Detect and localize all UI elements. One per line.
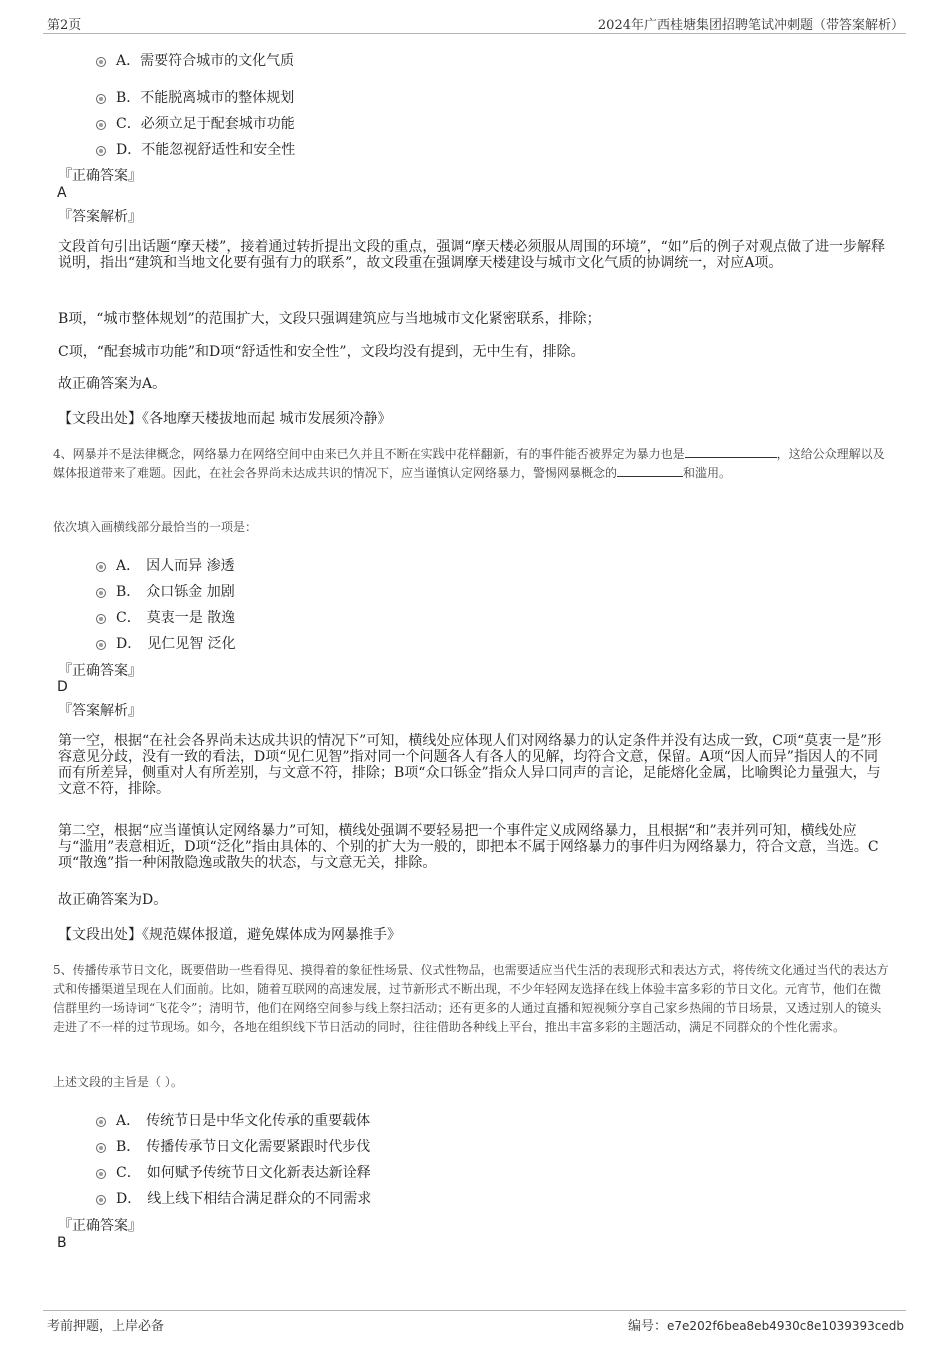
source-citation: 【文段出处】《各地摩天楼拔地而起 城市发展须冷静》: [58, 411, 392, 427]
footer-divider: [43, 1310, 906, 1311]
option-c-radio[interactable]: [96, 614, 106, 624]
footer-slogan: 考前押题，上岸必备: [47, 1319, 165, 1334]
source-citation: 【文段出处】《规范媒体报道，避免媒体成为网暴推手》: [58, 927, 401, 943]
answer-value: D: [57, 679, 68, 695]
q3-option-a: A．需要符合城市的文化气质: [116, 53, 295, 69]
answer-label: 『正确答案』: [58, 168, 142, 184]
answer-value: A: [57, 185, 67, 201]
q5-option-a: A． 传统节日是中华文化传承的重要载体: [116, 1113, 371, 1129]
analysis-paragraph: C项，“配套城市功能”和D项“舒适性和安全性”，文段均没有提到，无中生有，排除。: [58, 344, 585, 360]
answer-label: 『正确答案』: [58, 1218, 142, 1234]
option-b-radio[interactable]: [96, 1143, 106, 1153]
q4-option-d: D． 见仁见智 泛化: [116, 636, 236, 652]
q4-option-a: A． 因人而异 渗透: [116, 558, 235, 574]
document-code: 编号：e7e202f6bea8eb4930c8e1039393cedb: [628, 1319, 904, 1334]
header-divider: [43, 33, 906, 34]
option-a-radio[interactable]: [96, 1117, 106, 1127]
analysis-label: 『答案解析』: [58, 703, 142, 719]
option-b-radio[interactable]: [96, 94, 106, 104]
fill-blank: [685, 445, 777, 458]
option-d-radio[interactable]: [96, 146, 106, 156]
analysis-conclusion: 故正确答案为A。: [58, 376, 167, 392]
analysis-paragraph: 第二空，根据“应当谨慎认定网络暴力”可知，横线处强调不要轻易把一个事件定义成网络暴力，且根据“和”表并列可知，横线处应与“滥用”表意相近，D项“泛化”指由具体的、个别的扩大为一般的，即把本不属于网络暴力的事件归为网络暴力，符合文意，当选。C项“散逸”指一种闲散隐逸或散失的状态，与文意无关，排除。: [58, 823, 879, 871]
q4-option-c: C． 莫衷一是 散逸: [116, 610, 236, 626]
option-a-radio[interactable]: [96, 562, 106, 572]
page-number: 第2页: [47, 18, 82, 33]
analysis-paragraph: 第一空，根据“在社会各界尚未达成共识的情况下”可知，横线处应体现人们对网络暴力的认定条件并没有达成一致，C项“莫衷一是”形容意见分歧，没有一致的看法，D项“见仁见智”指对同一个问题各人有各人的见解，均符合文意，保留。A项“因人而异”指因人的不同而有所差异，侧重对人有所差别，与文意不符，排除；B项“众口铄金”指众人异口同声的言论，足能熔化金属，比喻舆论力量强大，与文意不符，排除。: [58, 733, 882, 797]
fill-blank: [617, 464, 683, 477]
q5-option-d: D． 线上线下相结合满足群众的不同需求: [116, 1191, 372, 1207]
q3-option-b: B．不能脱离城市的整体规划: [116, 90, 295, 106]
q3-option-c: C．必须立足于配套城市功能: [116, 116, 295, 132]
question-prompt: 依次填入画横线部分最恰当的一项是：: [53, 520, 258, 534]
option-c-radio[interactable]: [96, 120, 106, 130]
answer-value: B: [57, 1235, 67, 1251]
analysis-conclusion: 故正确答案为D。: [58, 892, 168, 908]
analysis-paragraph: 文段首句引出话题“摩天楼”，接着通过转折提出文段的重点，强调“摩天楼必须服从周围的环境”，“如”后的例子对观点做了进一步解释说明，指出“建筑和当地文化要有强有力的联系”，故文段重在强调摩天楼建设与城市文化气质的协调统一，对应A项。: [58, 239, 885, 271]
analysis-label: 『答案解析』: [58, 209, 142, 225]
option-d-radio[interactable]: [96, 1195, 106, 1205]
question-stem: 4、网暴并不是法律概念，网络暴力在网络空间中由来已久并且不断在实践中花样翻新，有的事件能否被界定为暴力也是 ，这给公众理解以及媒体报道带来了难题。因此，在社会各界尚未达成共识的情况下，应当谨慎认定网络暴力，警惕网暴概念的 和滥用。: [53, 447, 885, 480]
question-stem: 5、传播传承节日文化，既要借助一些看得见、摸得着的象征性场景、仪式性物品，也需要适应当代生活的表现形式和表达方式，将传统文化通过当代的表达方式和传播渠道呈现在人们面前。比如，随着互联网的高速发展，过节新形式不断出现，不少年轻网友选择在线上体验丰富多彩的节日文化。元宵节，他们在微信群里约一场诗词“飞花令”；清明节，他们在网络空间参与线上祭扫活动；还有更多的人通过直播和短视频分享自己家乡热闹的节日场景，又透过别人的镜头走进了不一样的过节现场。如今，各地在组织线下节日活动的同时，往往借助各种线上平台，推出丰富多彩的主题活动，满足不同群众的个性化需求。: [53, 963, 889, 1034]
q5-option-b: B． 传播传承节日文化需要紧跟时代步伐: [116, 1139, 371, 1155]
question-prompt: 上述文段的主旨是（ ）。: [53, 1075, 183, 1089]
option-c-radio[interactable]: [96, 1169, 106, 1179]
option-b-radio[interactable]: [96, 588, 106, 598]
analysis-paragraph: B项，“城市整体规划”的范围扩大，文段只强调建筑应与当地城市文化紧密联系，排除；: [58, 311, 601, 327]
option-d-radio[interactable]: [96, 640, 106, 650]
answer-label: 『正确答案』: [58, 663, 142, 679]
q3-option-d: D．不能忽视舒适性和安全性: [116, 142, 296, 158]
option-a-radio[interactable]: [96, 57, 106, 67]
q5-option-c: C． 如何赋予传统节日文化新表达新诠释: [116, 1165, 371, 1181]
q4-option-b: B． 众口铄金 加剧: [116, 584, 235, 600]
document-title: 2024年广西桂塘集团招聘笔试冲刺题（带答案解析）: [597, 18, 904, 33]
